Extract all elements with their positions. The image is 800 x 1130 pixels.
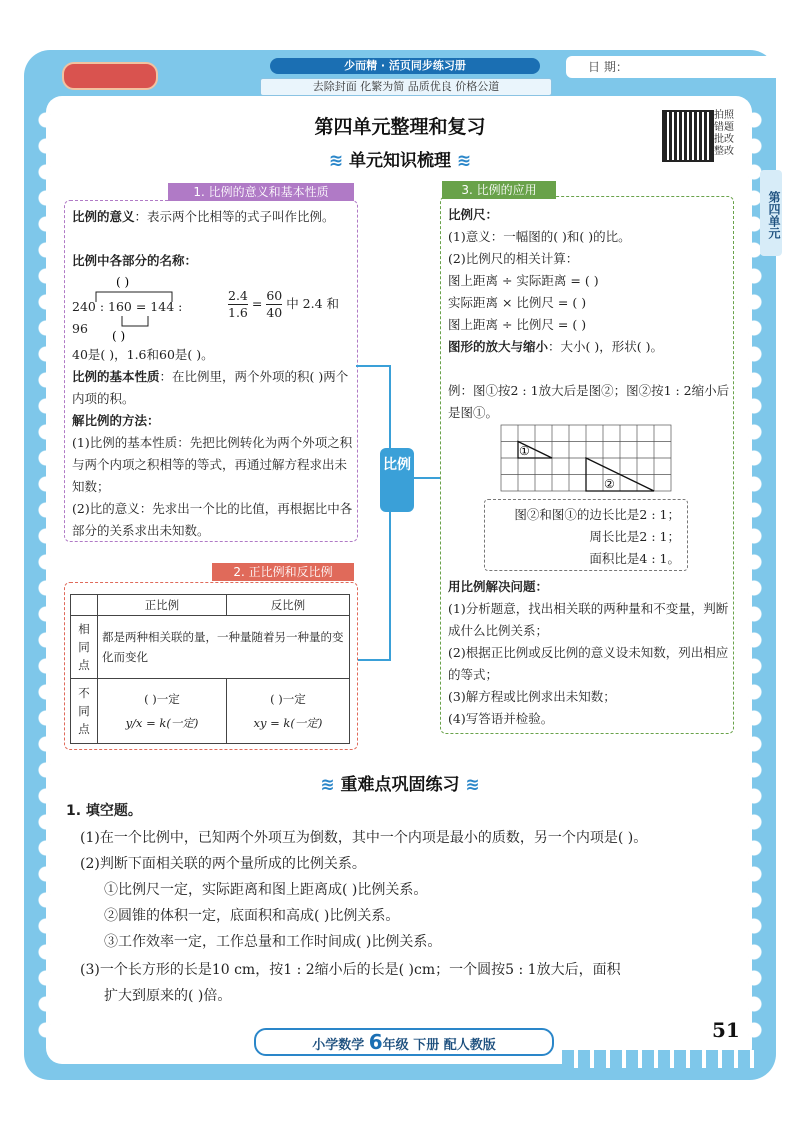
- use-step-2: (2)根据正比例或反比例的意义设未知数，列出相应的等式；: [448, 645, 729, 682]
- footer-grade: 年级: [382, 1038, 409, 1053]
- footer-volume: 下册: [413, 1038, 440, 1053]
- qr-label-line: 错题: [714, 122, 734, 133]
- tag-direct-inverse: 2. 正比例和反比例: [212, 563, 354, 581]
- fraction-b-num: 60: [266, 288, 283, 303]
- inverse-formula: xy = k(一定): [253, 716, 323, 730]
- ratio-side: 图②和图①的边长比是2 : 1；: [514, 507, 680, 522]
- qr-label-line: 批改: [714, 134, 734, 145]
- svg-text:( ): ( ): [116, 275, 130, 289]
- wave-icon: ≋: [451, 151, 472, 171]
- use-step-4: (4)写答语并检验。: [448, 711, 554, 726]
- svg-text:( ): ( ): [112, 329, 126, 342]
- fraction-formula: $\frac{2.4}{1.6}$ = $\frac{60}{40}$ 中 2.4 和: [228, 288, 340, 320]
- fraction-formula-text: 中 2.4 和: [286, 296, 340, 311]
- tag-proportion-meaning: 1. 比例的意义和基本性质: [168, 183, 354, 201]
- meaning-paragraph: [72, 206, 354, 228]
- row-label-diff: 不同点: [71, 679, 98, 744]
- question-2: (2)判断下面相关联的两个量所成的比例关系。: [80, 856, 366, 872]
- solve-label: 解比例的方法：: [72, 413, 160, 428]
- scale-calc-3: 图上距离 ÷ 比例尺 = ( ): [448, 317, 587, 332]
- property-text: ：在比例里，两个外项的积( )两个内项的积。: [72, 369, 349, 406]
- ratio-perimeter: 周长比是2 : 1；: [589, 529, 680, 544]
- grid-figure: [500, 424, 672, 492]
- solve-method-1: (1)比例的基本性质：先把比例转化为两个外项之积与两个内项之积相等的等式，再通过解方程求出未知数；: [72, 435, 353, 494]
- parts-line: 40是( )，1.6和60是( )。: [72, 347, 214, 362]
- same-text: 都是两种相关联的量，一种量随着另一种量的变化而变化: [98, 616, 350, 679]
- date-field: 日 期：: [566, 56, 784, 78]
- formula-240: 240 : 160 = 144 : 96: [72, 299, 183, 336]
- scale-calc-title: (2)比例尺的相关计算：: [448, 251, 579, 266]
- use-step-3: (3)解方程或比例求出未知数；: [448, 689, 616, 704]
- header-slogan: 去除封面 化繁为简 品质优良 价格公道: [260, 78, 552, 96]
- question-2c: ③工作效率一定，工作总量和工作时间成( )比例关系。: [104, 934, 442, 950]
- inverse-cell: [226, 679, 349, 744]
- fraction-a-num: 2.4: [228, 288, 248, 303]
- use-label: 用比例解决问题：: [448, 579, 549, 594]
- question-3-line1: (3)一个长方形的长是10 cm，按1 : 2缩小后的长是( )cm；一个圆按5 : 1放大后，面积: [80, 962, 621, 978]
- footer-subject: 小学数学: [312, 1038, 365, 1053]
- wave-icon: ≋: [320, 775, 341, 795]
- left-border-decoration: [36, 110, 56, 1040]
- question-heading: 1. 填空题。: [66, 803, 142, 819]
- ratio-area: 面积比是4 : 1。: [589, 551, 680, 566]
- fraction-b-den: 40: [266, 305, 283, 320]
- wave-icon: ≋: [459, 775, 480, 795]
- fraction-a: [228, 288, 248, 321]
- section-title-practice: [0, 770, 800, 795]
- section-title-knowledge: [0, 146, 800, 171]
- inverse-blank: ( )一定: [270, 692, 306, 706]
- use-step-1: (1)分析题意，找出相关联的两种量和不变量，判断成什么比例关系；: [448, 601, 729, 638]
- qr-label-line: 整改: [714, 146, 734, 157]
- wave-icon: ≋: [328, 151, 349, 171]
- question-3-line2: 扩大到原来的( )倍。: [104, 988, 232, 1004]
- scale-meaning: (1)意义：一幅图的( )和( )的比。: [448, 229, 631, 244]
- mindmap-connectors: [350, 360, 450, 680]
- table-row-diff: [71, 679, 350, 744]
- meaning-text: ：表示两个比相等的式子叫作比例。: [134, 209, 335, 224]
- question-2b: ②圆锥的体积一定，底面积和高成( )比例关系。: [104, 908, 400, 924]
- property-paragraph: [72, 366, 354, 410]
- property-label: 比例的基本性质: [72, 369, 160, 384]
- scale-label: 比例尺：: [448, 207, 499, 222]
- section-title-text: 重难点巩固练习: [340, 775, 460, 795]
- scale-calc-2: 实际距离 × 比例尺 = ( ): [448, 295, 587, 310]
- tag-proportion-application: 3. 比例的应用: [442, 181, 556, 199]
- question-1: (1)在一个比例中，已知两个外项互为倒数，其中一个内项是最小的质数，另一个内项是( )。: [80, 830, 648, 846]
- parts-label: 比例中各部分的名称：: [72, 253, 198, 268]
- table-header-row: [71, 595, 350, 616]
- page-number: 51: [712, 1018, 740, 1042]
- meaning-label: 比例的意义: [72, 209, 135, 224]
- figure-2-label: ②: [604, 477, 615, 491]
- figure-1-label: ①: [519, 444, 530, 458]
- side-tab: 第四单元: [760, 170, 782, 256]
- direct-formula: y/x = k(一定): [125, 716, 199, 730]
- brand-logo: [62, 62, 158, 90]
- fraction-a-den: 1.6: [228, 305, 248, 320]
- zoom-paragraph: [448, 336, 730, 358]
- zoom-text: ：大小( )，形状( )。: [548, 339, 663, 354]
- header-direct: 正比例: [98, 595, 227, 616]
- scale-calc-1: 图上距离 ÷ 实际距离 = ( ): [448, 273, 599, 288]
- row-label-same: 相同点: [71, 616, 98, 679]
- center-node: 比例: [380, 448, 414, 512]
- fraction-b: [266, 288, 282, 321]
- footer-edition: 配人教版: [443, 1038, 496, 1053]
- footer-decoration: [562, 1050, 762, 1068]
- direct-blank: ( )一定: [144, 692, 180, 706]
- table-row-same: [71, 616, 350, 679]
- header-inverse: 反比例: [226, 595, 349, 616]
- zoom-label: 图形的放大与缩小: [448, 339, 549, 354]
- page-title: 第四单元整理和复习: [314, 116, 486, 138]
- footer-label: [254, 1028, 554, 1056]
- header-band: 少而精 · 活页同步练习册: [270, 58, 540, 74]
- zoom-example: 例：图①按2 : 1放大后是图②；图②按1 : 2缩小后是图①。: [448, 383, 730, 420]
- section-title-text: 单元知识梳理: [349, 151, 451, 171]
- proportion-table: [70, 594, 350, 744]
- footer-grade-number: 6: [368, 1030, 383, 1054]
- qr-label-line: 拍照: [714, 110, 734, 121]
- question-2a: ①比例尺一定，实际距离和图上距离成( )比例关系。: [104, 882, 428, 898]
- direct-cell: [98, 679, 227, 744]
- solve-method-2: (2)比的意义：先求出一个比的比值，再根据比中各部分的关系求出未知数。: [72, 501, 353, 538]
- table-corner: [71, 595, 98, 616]
